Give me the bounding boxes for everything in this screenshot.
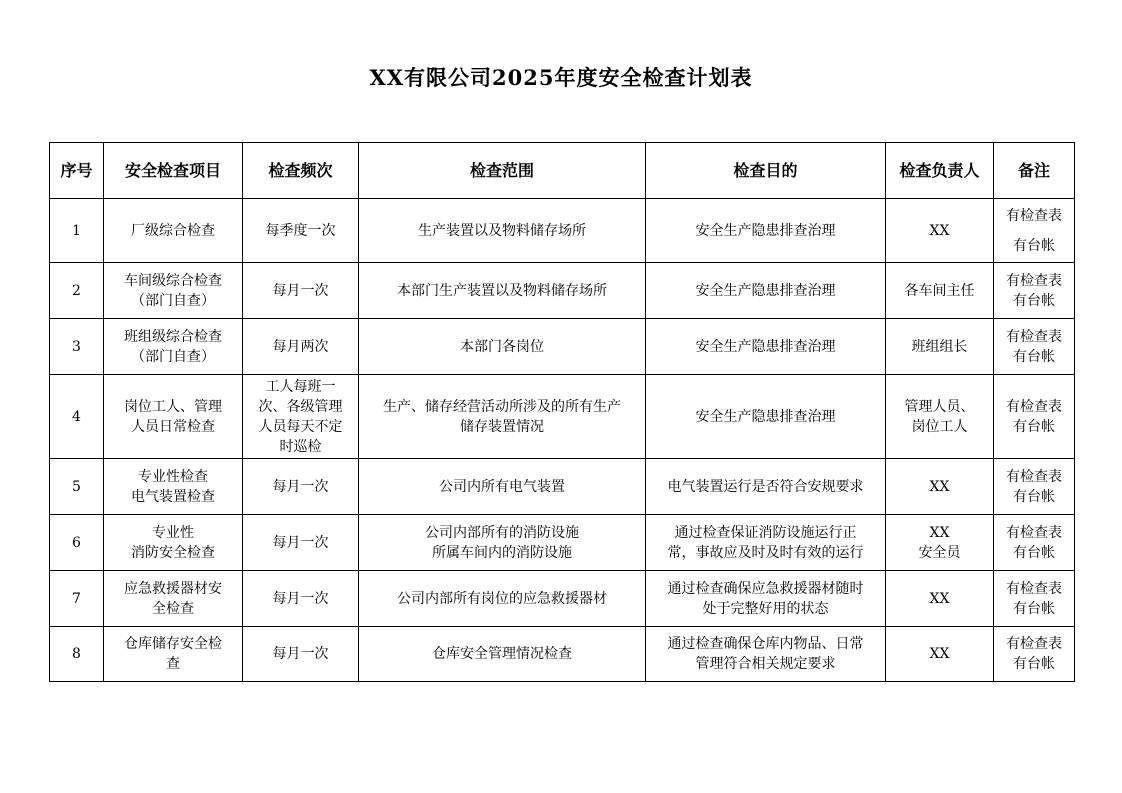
cell-remark: [994, 199, 1075, 263]
header-scope: 检查范围: [359, 143, 646, 199]
cell-scope: [359, 571, 646, 627]
table-row: [50, 199, 1075, 263]
table-row: [50, 263, 1075, 319]
cell-remark-line: 有台帐: [1013, 600, 1055, 617]
cell-no: 3: [50, 319, 104, 375]
cell-remark-line: 有检查表: [1006, 328, 1062, 345]
cell-owner: [886, 571, 994, 627]
header-remark: 备注: [994, 143, 1075, 199]
cell-purpose-line: 管理符合相关规定要求: [695, 656, 836, 672]
page-title: XX有限公司2025年度安全检查计划表: [369, 65, 753, 90]
cell-item: [104, 627, 243, 682]
cell-scope-line: 公司内所有电气装置: [439, 478, 565, 495]
cell-scope-line: 生产、储存经营活动所涉及的所有生产: [383, 398, 621, 415]
cell-remark: [994, 571, 1075, 627]
cell-owner: [886, 627, 994, 682]
cell-scope-line: 仓库安全管理情况检查: [432, 646, 572, 662]
cell-frequency: [243, 459, 359, 515]
cell-frequency: [243, 571, 359, 627]
cell-owner: [886, 199, 994, 263]
cell-frequency: [243, 515, 359, 571]
cell-remark: [994, 375, 1075, 459]
cell-item-line: 岗位工人、管理: [124, 398, 222, 415]
cell-owner-line: XX: [929, 646, 950, 662]
cell-item-line: 人员日常检查: [131, 418, 215, 435]
cell-no: 7: [50, 571, 104, 627]
cell-scope-line: 公司内部所有岗位的应急救援器材: [397, 590, 607, 607]
cell-owner-line: 管理人员、: [904, 398, 975, 415]
cell-purpose: [646, 199, 886, 263]
table-row: [50, 571, 1075, 627]
cell-item: [104, 199, 243, 263]
cell-scope: [359, 515, 646, 571]
cell-purpose-line: 安全生产隐患排查治理: [695, 222, 836, 239]
cell-owner: [886, 459, 994, 515]
cell-remark-line: 有检查表: [1006, 468, 1062, 485]
header-purpose: 检查目的: [646, 143, 886, 199]
header-no: 序号: [50, 143, 104, 199]
table-row: [50, 627, 1075, 682]
cell-item-line: 电气装置检查: [131, 488, 215, 505]
cell-no: 2: [50, 263, 104, 319]
cell-purpose-line: 安全生产隐患排查治理: [695, 338, 836, 355]
cell-scope: [359, 263, 646, 319]
cell-owner: [886, 263, 994, 319]
cell-item-line: 车间级综合检查: [124, 272, 222, 289]
cell-owner-line: XX: [929, 478, 950, 495]
cell-frequency-line: 每季度一次: [265, 222, 336, 239]
cell-purpose-line: 安全生产隐患排查治理: [695, 408, 836, 425]
cell-scope-line: 生产装置以及物料储存场所: [418, 222, 586, 239]
table-row: [50, 375, 1075, 459]
cell-frequency-line: 工人每班一: [265, 378, 336, 395]
cell-frequency: [243, 199, 359, 263]
cell-owner-line: XX: [929, 524, 950, 541]
cell-purpose-line: 处于完整好用的状态: [702, 600, 829, 617]
cell-owner-line: 班组组长: [911, 338, 968, 355]
cell-remark-line: 有检查表: [1006, 272, 1062, 289]
header-owner: 检查负责人: [886, 143, 994, 199]
cell-remark-line: 有台帐: [1013, 488, 1055, 505]
cell-frequency: [243, 627, 359, 682]
cell-no: 5: [50, 459, 104, 515]
cell-scope-line: 本部门各岗位: [460, 338, 544, 355]
cell-remark-line: 有检查表: [1006, 636, 1062, 652]
cell-item-line: 专业性: [152, 524, 194, 541]
cell-scope: [359, 375, 646, 459]
cell-item-line: 厂级综合检查: [131, 222, 215, 239]
cell-item: [104, 319, 243, 375]
cell-frequency-line: 人员每天不定: [258, 418, 343, 435]
cell-item: [104, 459, 243, 515]
table-header: [50, 143, 1075, 199]
cell-purpose-line: 通过检查确保仓库内物品、日常: [667, 636, 864, 652]
cell-remark-line: 有检查表: [1006, 207, 1062, 224]
cell-owner-line: 各车间主任: [904, 282, 975, 299]
cell-purpose-line: 通过检查保证消防设施运行正: [674, 524, 857, 541]
cell-item-line: 专业性检查: [138, 468, 208, 485]
cell-remark-line: 有检查表: [1006, 398, 1062, 415]
cell-no: 1: [50, 199, 104, 263]
cell-remark: [994, 319, 1075, 375]
cell-remark-line: 有台帐: [1013, 418, 1055, 435]
cell-remark-line: 有台帐: [1013, 348, 1055, 365]
cell-item-line: 查: [166, 656, 180, 672]
cell-scope: [359, 199, 646, 263]
cell-scope-line: 本部门生产装置以及物料储存场所: [397, 282, 607, 299]
cell-frequency-line: 次、各级管理: [258, 398, 343, 415]
cell-owner-line: 安全员: [918, 544, 961, 561]
cell-purpose: [646, 375, 886, 459]
cell-purpose: [646, 459, 886, 515]
cell-frequency-line: 每月一次: [272, 478, 329, 495]
cell-scope-line: 储存装置情况: [460, 418, 544, 435]
cell-remark: [994, 263, 1075, 319]
cell-item-line: （部门自查）: [131, 348, 215, 365]
cell-frequency: [243, 375, 359, 459]
cell-item-line: 应急救援器材安: [124, 580, 222, 597]
cell-frequency-line: 每月一次: [272, 590, 329, 607]
cell-purpose: [646, 571, 886, 627]
cell-frequency-line: 每月两次: [272, 338, 329, 355]
header-frequency: 检查频次: [243, 143, 359, 199]
cell-owner-line: XX: [929, 222, 950, 239]
header-row: [50, 143, 1075, 199]
inspection-plan-table: [49, 142, 1075, 682]
cell-frequency-line: 每月一次: [272, 646, 329, 662]
cell-owner: [886, 319, 994, 375]
cell-owner-line: 岗位工人: [911, 418, 968, 435]
cell-remark-line: 有台帐: [1013, 292, 1055, 309]
cell-scope-line: 公司内部所有的消防设施: [425, 524, 579, 541]
cell-remark: [994, 459, 1075, 515]
table-row: [50, 459, 1075, 515]
cell-scope: [359, 459, 646, 515]
cell-scope: [359, 319, 646, 375]
cell-purpose-line: 通过检查确保应急救援器材随时: [667, 580, 864, 597]
cell-remark-line: 有台帐: [1013, 656, 1055, 672]
cell-no: 8: [50, 627, 104, 682]
cell-purpose-line: 常，事故应及时及时有效的运行: [667, 544, 864, 561]
cell-item-line: 全检查: [152, 600, 194, 617]
cell-remark-line: 有台帐: [1013, 544, 1055, 561]
cell-item: [104, 263, 243, 319]
cell-frequency-line: 每月一次: [272, 534, 329, 551]
cell-purpose: [646, 319, 886, 375]
cell-item: [104, 571, 243, 627]
cell-owner: [886, 375, 994, 459]
cell-item-line: 消防安全检查: [131, 544, 215, 561]
table-row: [50, 515, 1075, 571]
table-row: [50, 319, 1075, 375]
table-body: [50, 199, 1075, 682]
cell-remark: [994, 627, 1075, 682]
header-item: 安全检查项目: [104, 143, 243, 199]
cell-scope: [359, 627, 646, 682]
cell-scope-line: 所属车间内的消防设施: [432, 544, 572, 561]
cell-item-line: 仓库储存安全检: [124, 636, 222, 652]
cell-item-line: 班组级综合检查: [124, 328, 222, 345]
cell-purpose-line: 电气装置运行是否符合安规要求: [667, 478, 864, 495]
cell-item-line: （部门自查）: [131, 292, 215, 309]
cell-remark-line: 有检查表: [1006, 524, 1062, 541]
cell-frequency: [243, 319, 359, 375]
cell-frequency: [243, 263, 359, 319]
cell-no: 4: [50, 375, 104, 459]
cell-owner-line: XX: [929, 590, 950, 607]
cell-no: 6: [50, 515, 104, 571]
cell-purpose: [646, 515, 886, 571]
cell-item: [104, 515, 243, 571]
cell-remark-line: 有台帐: [1013, 237, 1055, 254]
cell-remark: [994, 515, 1075, 571]
cell-purpose: [646, 627, 886, 682]
cell-purpose-line: 安全生产隐患排查治理: [695, 282, 836, 299]
cell-owner: [886, 515, 994, 571]
cell-item: [104, 375, 243, 459]
cell-purpose: [646, 263, 886, 319]
cell-frequency-line: 时巡检: [279, 438, 322, 455]
cell-frequency-line: 每月一次: [272, 282, 329, 299]
cell-remark-line: 有检查表: [1006, 580, 1062, 597]
